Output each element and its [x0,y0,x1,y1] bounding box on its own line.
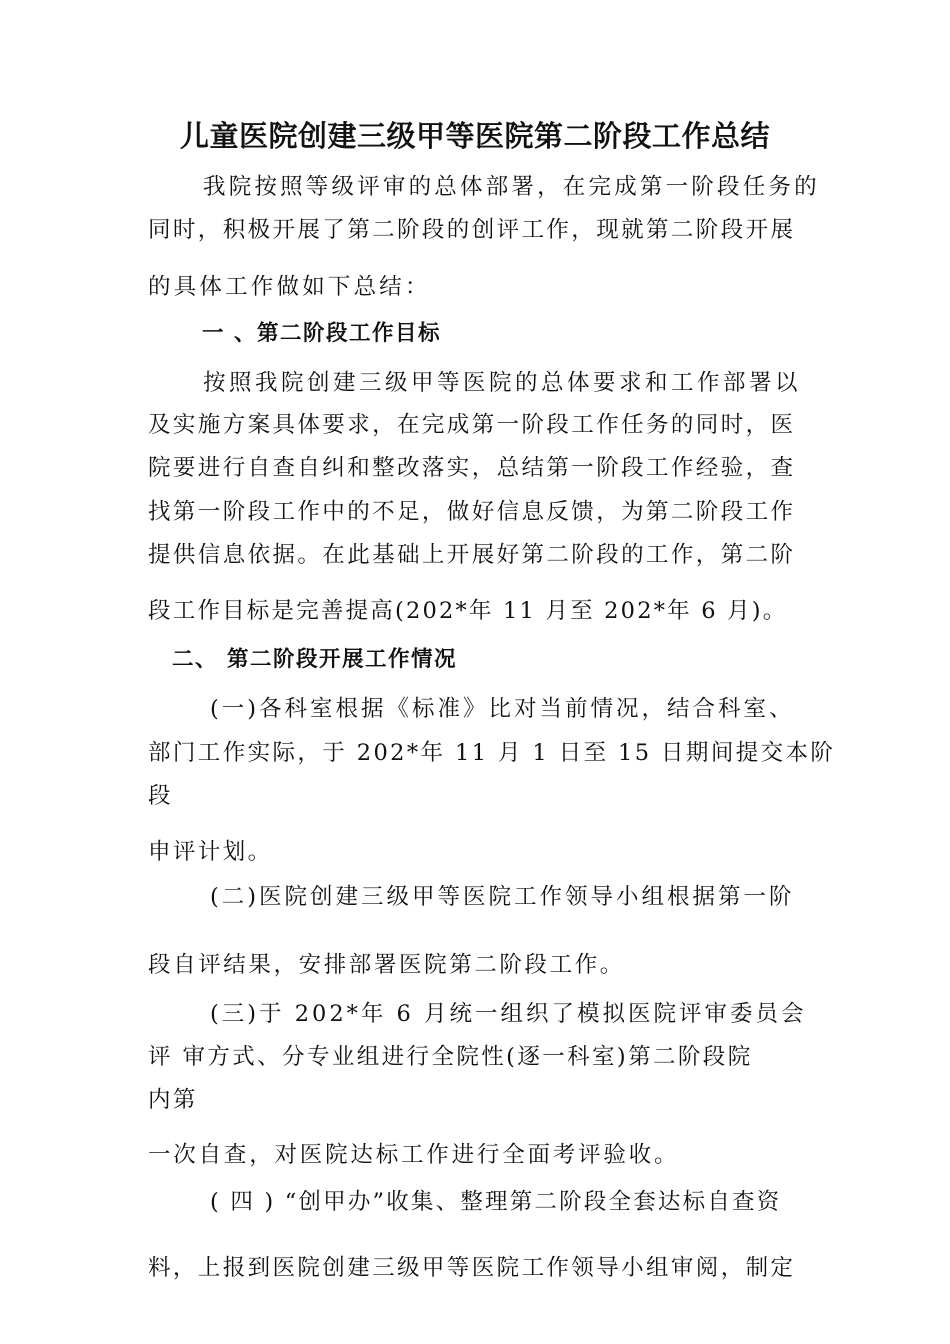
paragraph-line: 内第 [148,1087,198,1113]
paragraph-line: 部门工作实际，于 202*年 11 月 1 日至 15 日期间提交本阶 [148,740,836,766]
paragraph-line: 按照我院创建三级甲等医院的总体要求和工作部署以 [203,370,802,396]
paragraph-line: (一)各科室根据《标准》比对当前情况，结合科室、 [210,696,795,722]
paragraph-line: ( 四 ) “创甲办”收集、整理第二阶段全套达标自查资 [210,1189,782,1215]
paragraph-line: 我院按照等级评审的总体部署，在完成第一阶段任务的 [203,174,820,200]
paragraph-line: 同时，积极开展了第二阶段的创评工作，现就第二阶段开展 [148,217,796,243]
paragraph-line: (二)医院创建三级甲等医院工作领导小组根据第一阶 [210,884,795,910]
paragraph-line: (三)于 202*年 6 月统一组织了模拟医院评审委员会 [210,1001,807,1027]
document-title: 儿童医院创建三级甲等医院第二阶段工作总结 [179,119,770,153]
paragraph-line: 段工作目标是完善提高(202*年 11 月至 202*年 6 月)。 [148,598,788,624]
paragraph-line: 提供信息依据。在此基础上开展好第二阶段的工作，第二阶 [148,542,796,568]
paragraph-line: 段 [148,783,173,809]
paragraph-line: 的具体工作做如下总结： [148,274,431,300]
section-heading: 一 、第二阶段工作目标 [202,321,441,346]
section-heading: 二、 第二阶段开展工作情况 [172,647,457,672]
paragraph-line: 及实施方案具体要求，在完成第一阶段工作任务的同时，医 [148,412,796,438]
paragraph-line: 料，上报到医院创建三级甲等医院工作领导小组审阅，制定 [148,1255,796,1281]
paragraph-line: 申评计划。 [148,839,273,865]
paragraph-line: 评 审方式、分专业组进行全院性(逐一科室)第二阶段院 [148,1044,753,1070]
paragraph-line: 院要进行自查自纠和整改落实，总结第一阶段工作经验，查 [148,455,796,481]
paragraph-line: 找第一阶段工作中的不足，做好信息反馈，为第二阶段工作 [148,499,796,525]
paragraph-line: 一次自查，对医院达标工作进行全面考评验收。 [148,1142,680,1168]
paragraph-line: 段自评结果，安排部署医院第二阶段工作。 [148,952,625,978]
